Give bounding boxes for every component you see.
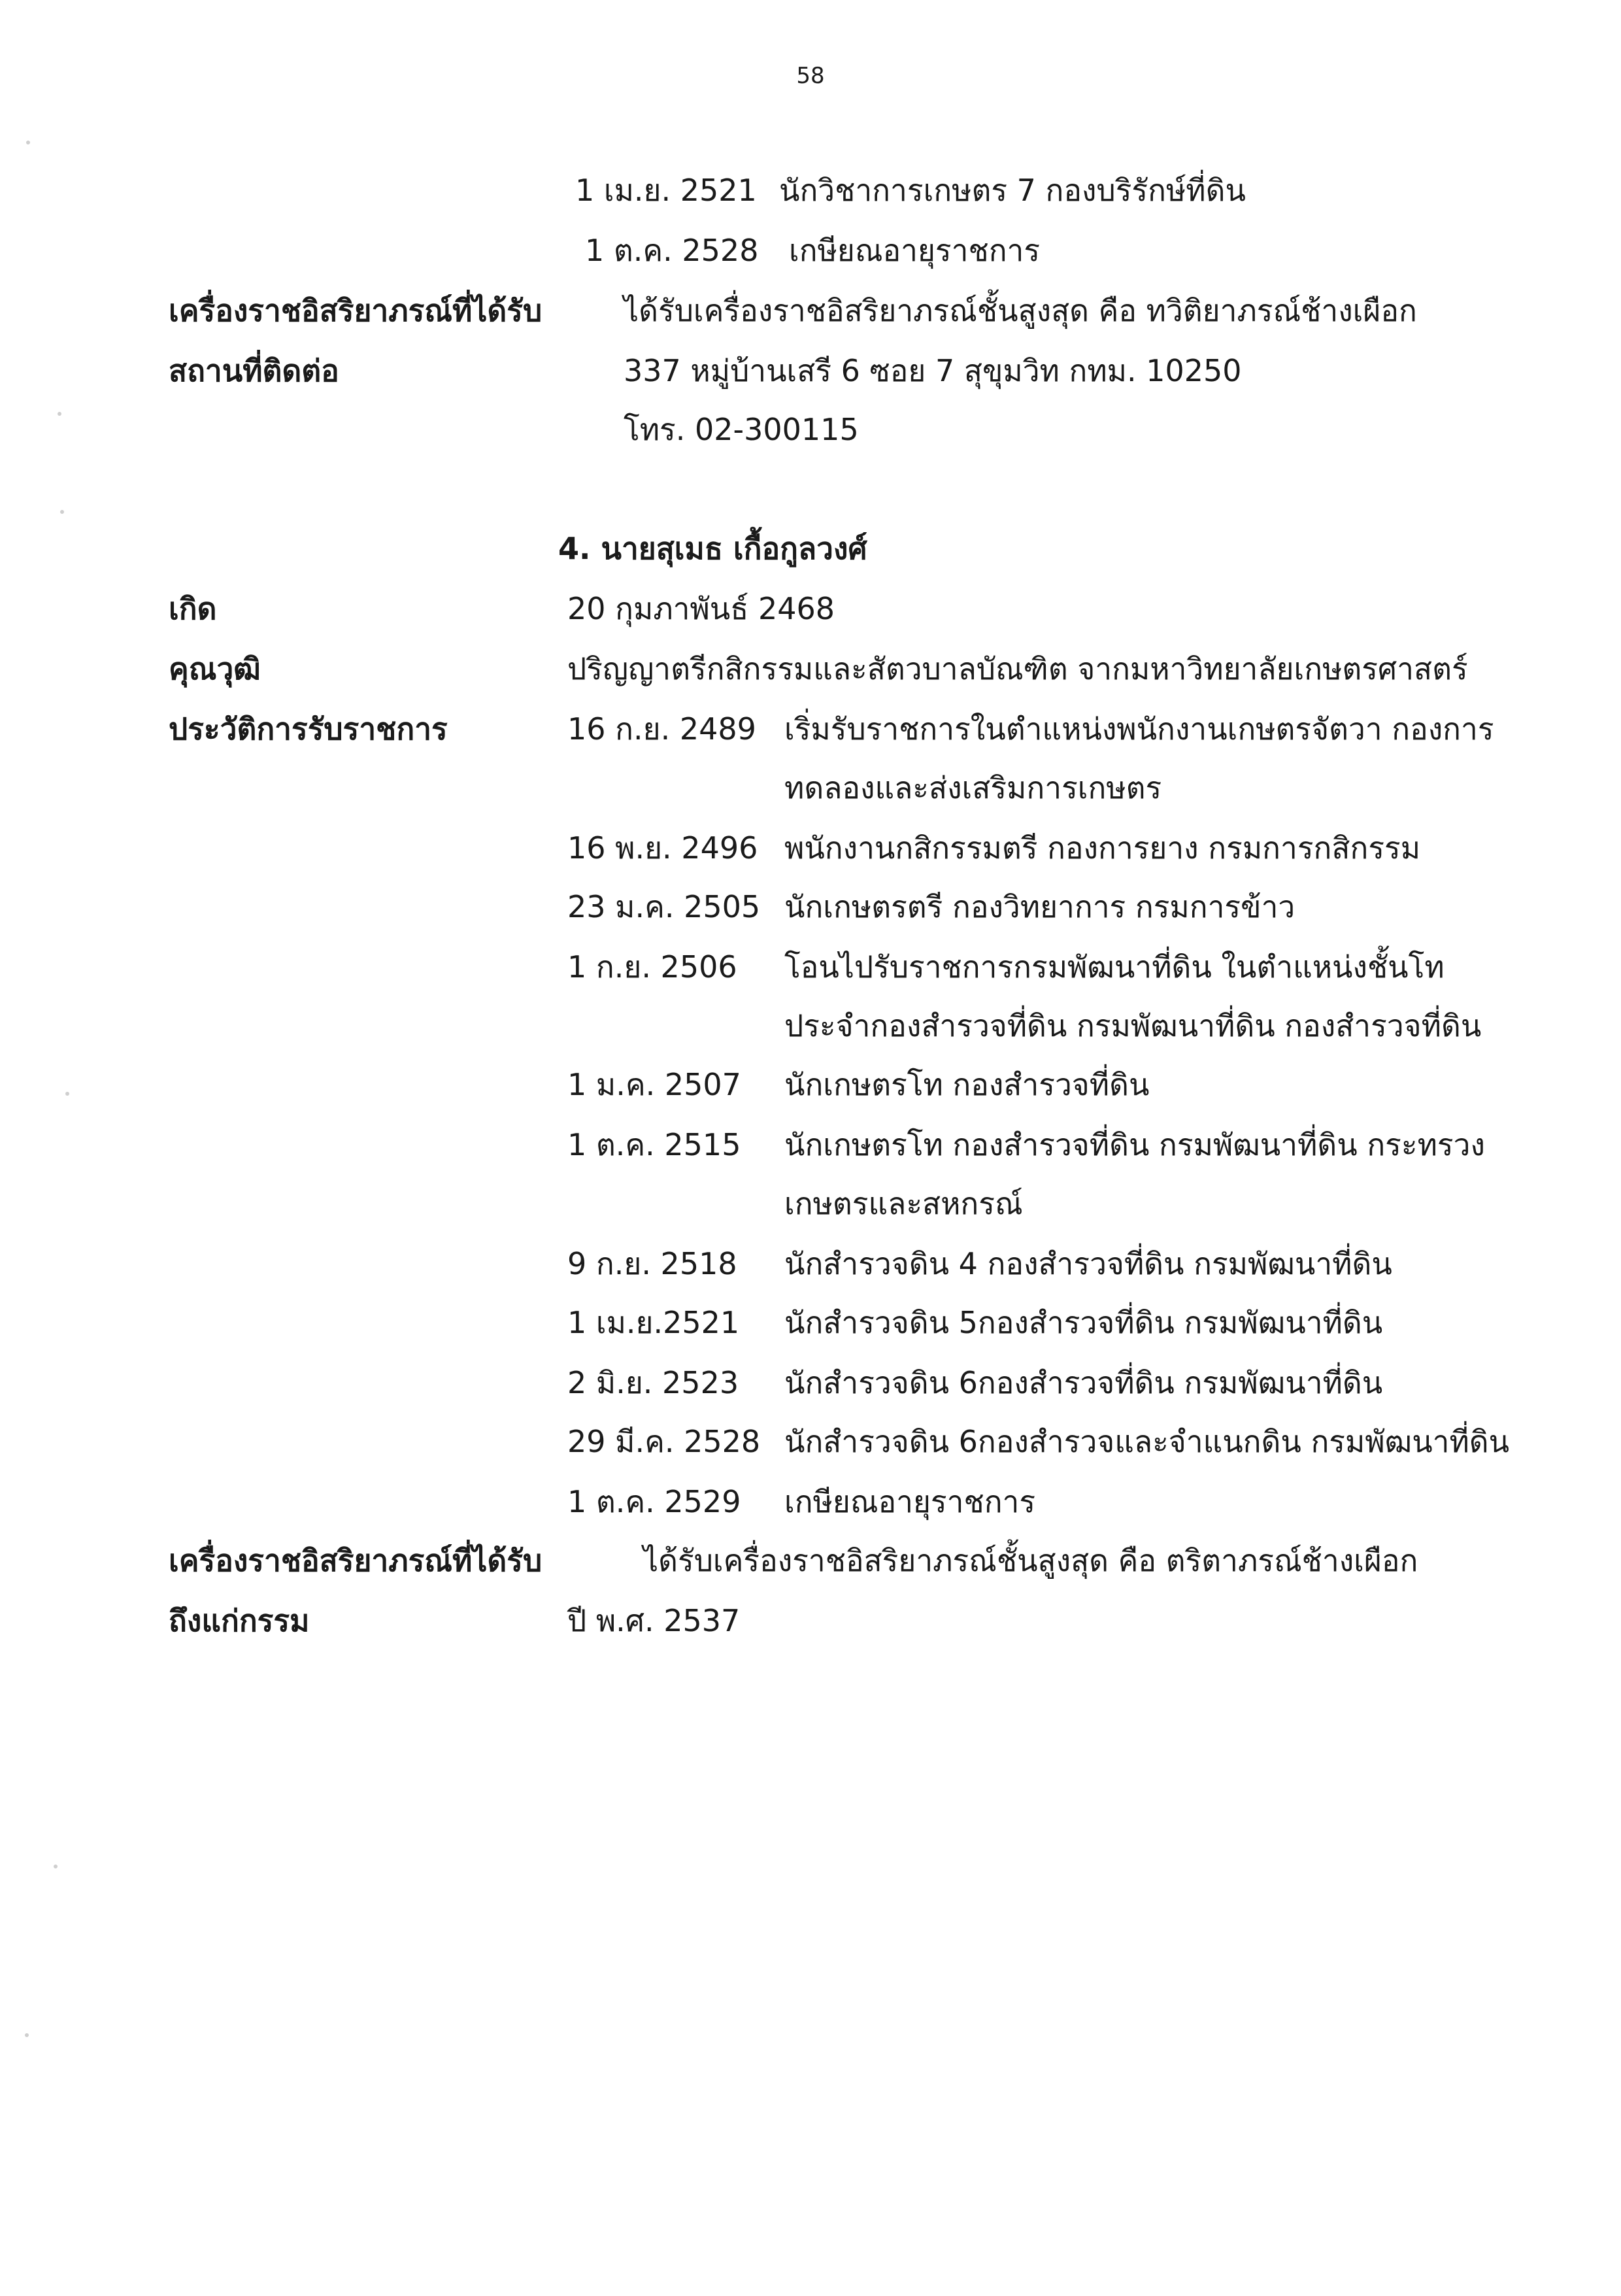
career-date: 1 ต.ค. 2528 [585,233,759,268]
career-text: เกษตรและสหกรณ์ [784,1186,1023,1221]
career-date: 2 มิ.ย. 2523 [567,1365,739,1400]
career-label: ประวัติการรับราชการ [169,711,448,747]
career-date: 1 ก.ย. 2506 [567,949,737,985]
career-date: 1 ม.ค. 2507 [567,1067,741,1102]
career-date: 1 ต.ค. 2515 [567,1127,741,1162]
career-text: นักสำรวจดิน 5กองสำรวจที่ดิน กรมพัฒนาที่ดิน [784,1305,1383,1340]
contact-phone: โทร. 02-300115 [624,412,859,447]
career-date: 29 มี.ค. 2528 [567,1424,761,1459]
career-date: 1 เม.ย.2521 [567,1305,740,1340]
career-text: นักสำรวจดิน 6กองสำรวจและจำแนกดิน กรมพัฒนาที่ดิน [784,1424,1510,1459]
career-date: 1 เม.ย. 2521 [575,173,757,208]
scan-speck [54,1865,58,1868]
born-label: เกิด [169,591,217,626]
career-text: นักวิชาการเกษตร 7 กองบริรักษ์ที่ดิน [779,173,1246,208]
decoration-label: เครื่องราชอิสริยาภรณ์ที่ได้รับ [169,1543,543,1578]
career-text: นักสำรวจดิน 4 กองสำรวจที่ดิน กรมพัฒนาที่ดิน [784,1246,1392,1281]
career-date: 9 ก.ย. 2518 [567,1246,737,1281]
career-date: 16 พ.ย. 2496 [567,830,758,866]
decoration-value: ได้รับเครื่องราชอิสริยาภรณ์ชั้นสูงสุด คือ ตริตาภรณ์ช้างเผือก [643,1543,1418,1578]
career-text: โอนไปรับราชการกรมพัฒนาที่ดิน ในตำแหน่งชั้นโท [784,949,1445,985]
career-text: นักสำรวจดิน 6กองสำรวจที่ดิน กรมพัฒนาที่ดิน [784,1365,1383,1400]
page-number: 58 [796,63,825,89]
scan-speck [65,1092,69,1096]
contact-address: 337 หมู่บ้านเสรี 6 ซอย 7 สุขุมวิท กทม. 10250 [624,353,1242,388]
career-date: 1 ต.ค. 2529 [567,1484,741,1519]
career-date: 23 ม.ค. 2505 [567,889,761,924]
career-text: พนักงานกสิกรรมตรี กองการยาง กรมการกสิกรรม [784,830,1421,866]
career-text: ประจำกองสำรวจที่ดิน กรมพัฒนาที่ดิน กองสำรวจที่ดิน [784,1008,1482,1043]
decoration-label: เครื่องราชอิสริยาภรณ์ที่ได้รับ [169,293,543,328]
qualification-value: ปริญญาตรีกสิกรรมและสัตวบาลบัณฑิต จากมหาวิทยาลัยเกษตรศาสตร์ [567,651,1468,686]
person-heading: 4. นายสุเมธ เกื้อกูลวงศ์ [558,531,867,566]
career-text: เริ่มรับราชการในตำแหน่งพนักงานเกษตรจัตวา กองการ [784,711,1494,747]
career-text: เกษียณอายุราชการ [784,1484,1036,1519]
scan-speck [58,412,61,416]
career-text: ทดลองและส่งเสริมการเกษตร [784,770,1162,805]
decoration-value: ได้รับเครื่องราชอิสริยาภรณ์ชั้นสูงสุด คือ ทวิติยาภรณ์ช้างเผือก [624,293,1417,328]
career-text: นักเกษตรโท กองสำรวจที่ดิน [784,1067,1150,1102]
career-text: เกษียณอายุราชการ [789,233,1041,268]
scan-speck [25,2033,29,2037]
scan-speck [60,510,64,514]
qualification-label: คุณวุฒิ [169,651,261,686]
career-text: นักเกษตรโท กองสำรวจที่ดิน กรมพัฒนาที่ดิน กระทรวง [784,1127,1485,1162]
death-value: ปี พ.ศ. 2537 [567,1603,741,1638]
scan-speck [26,141,30,144]
contact-label: สถานที่ติดต่อ [169,353,339,388]
born-value: 20 กุมภาพันธ์ 2468 [567,591,835,626]
career-text: นักเกษตรตรี กองวิทยาการ กรมการข้าว [784,889,1295,924]
death-label: ถึงแก่กรรม [169,1603,310,1638]
career-date: 16 ก.ย. 2489 [567,711,756,747]
